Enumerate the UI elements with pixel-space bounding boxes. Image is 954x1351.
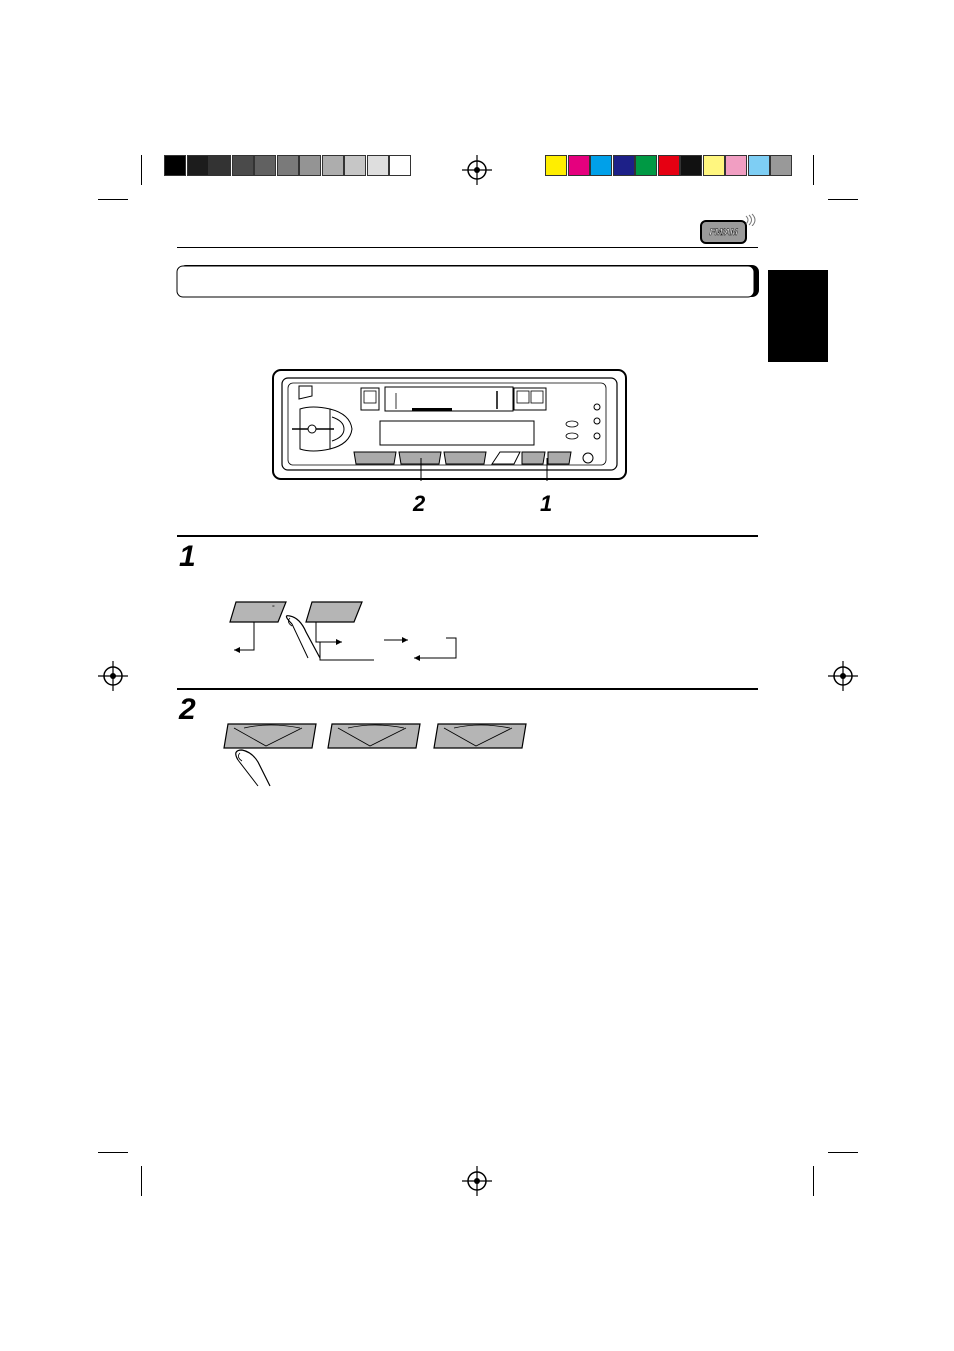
color-swatch [770,155,792,176]
gray-swatch [164,155,186,176]
gray-swatch [187,155,209,176]
color-swatch [545,155,567,176]
section-title-box [176,262,762,300]
gray-swatch [254,155,276,176]
color-swatch [748,155,770,176]
gray-swatch [232,155,254,176]
crop-mark [828,1152,858,1153]
crop-mark [98,199,128,200]
gray-swatch [367,155,389,176]
gray-swatch [277,155,299,176]
crop-mark [141,155,142,185]
gray-swatch [322,155,344,176]
gray-swatch [299,155,321,176]
color-swatch [658,155,680,176]
color-swatch [613,155,635,176]
registration-mark-bottom [462,1166,492,1196]
svg-text:°: ° [272,605,275,612]
crop-mark [828,199,858,200]
color-swatch [680,155,702,176]
registration-mark-left [98,661,128,691]
registration-mark-right [828,661,858,691]
fm-am-source-badge: FM/AM [700,220,747,244]
language-side-tab [768,270,828,362]
color-swatch [725,155,747,176]
gray-swatch [344,155,366,176]
crop-mark [98,1152,128,1153]
car-stereo-panel-illustration [272,369,628,481]
step-2-number: 2 [179,693,196,726]
step-1-number: 1 [179,540,196,573]
gray-swatch [389,155,411,176]
header-rule [177,247,758,248]
color-swatch [635,155,657,176]
gray-swatch [209,155,231,176]
callout-label-2: 2 [413,491,426,516]
crop-mark [813,1166,814,1196]
registration-mark-top [462,155,492,185]
crop-mark [813,155,814,185]
color-swatch [568,155,590,176]
crop-mark [141,1166,142,1196]
color-swatch [703,155,725,176]
callout-label-1: 1 [540,491,553,516]
radio-wave-icon [744,212,758,226]
step-1-band-button-illustration [228,600,468,666]
step-2-rule [177,688,758,690]
step-2-preset-buttons-illustration [218,722,534,788]
step-1-rule [177,535,758,537]
color-swatch [590,155,612,176]
